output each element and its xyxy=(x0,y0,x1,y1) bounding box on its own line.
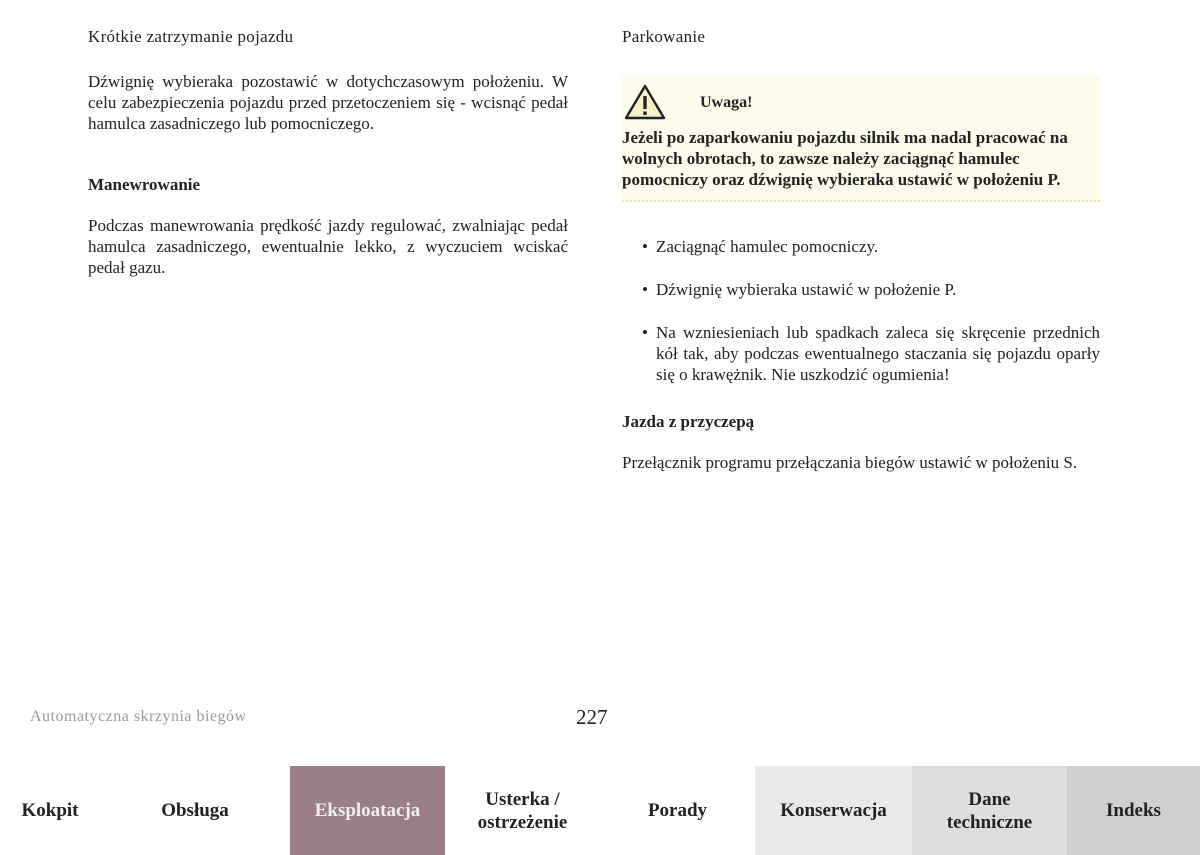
nav-tab-label-line2: ostrzeżenie xyxy=(477,811,568,833)
warning-text: Jeżeli po zaparkowaniu pojazdu silnik ma nadal pracować na wolnych obrotach, to zawsze należy zaciągnąć hamulec pomocniczy oraz dźwignię wybieraka ustawić w położeniu P. xyxy=(622,128,1068,189)
heading-maneuvering: Manewrowanie xyxy=(88,175,201,194)
nav-tab-kokpit[interactable] xyxy=(0,766,100,855)
nav-tab-dane-techniczne[interactable] xyxy=(912,766,1067,855)
nav-tab-label: Porady xyxy=(647,800,708,821)
warning-header xyxy=(622,83,1092,121)
parking-steps-list xyxy=(622,236,1100,385)
nav-tab-label: Eksploatacja xyxy=(314,800,421,821)
nav-tab-konserwacja[interactable] xyxy=(755,766,912,855)
list-item-text: Na wzniesieniach lub spadkach zaleca się skręcenie przednich kół tak, aby podczas ewentualnego staczania się pojazdu oparły się o krawężnik. Nie uszkodzić ogumienia! xyxy=(656,323,1100,384)
warning-title: Uwaga! xyxy=(700,93,753,111)
section-title-parking: Parkowanie xyxy=(622,27,706,46)
nav-tab-obsluga[interactable] xyxy=(100,766,290,855)
nav-tab-label: Indeks xyxy=(1106,800,1161,821)
bullet-icon: • xyxy=(642,237,648,256)
bullet-icon: • xyxy=(642,280,648,299)
nav-tab-porady[interactable] xyxy=(600,766,755,855)
nav-tab-label-line1: Usterka / xyxy=(485,788,560,810)
list-item xyxy=(622,279,1100,300)
page-number: 227 xyxy=(576,705,608,729)
list-item-text: Zaciągnąć hamulec pomocniczy. xyxy=(656,237,879,256)
section-title-short-stop: Krótkie zatrzymanie pojazdu xyxy=(88,27,294,46)
list-item-text: Dźwignię wybieraka ustawić w położenie P. xyxy=(656,280,957,299)
chapter-nav xyxy=(0,766,1200,855)
nav-tab-usterka[interactable] xyxy=(445,766,600,855)
bullet-icon: • xyxy=(642,323,648,342)
nav-tab-label xyxy=(947,788,1032,834)
nav-tab-label: Obsługa xyxy=(161,800,229,821)
footer-section-title: Automatyczna skrzynia biegów xyxy=(30,708,247,725)
warning-box xyxy=(622,75,1100,202)
paragraph-maneuvering: Podczas manewrowania prędkość jazdy regulować, zwalniając pedał hamulca zasadniczego, ewentualnie lekko, z wyczuciem wciskać pedał gazu. xyxy=(88,216,568,277)
left-column xyxy=(88,26,568,278)
nav-tab-indeks[interactable] xyxy=(1067,766,1200,855)
paragraph-short-stop: Dźwignię wybieraka pozostawić w dotychczasowym położeniu. W celu zabezpieczenia pojazdu przed przetoczeniem się - wcisnąć pedał hamulca zasadniczego lub pomocniczego. xyxy=(88,72,568,133)
nav-tab-eksploatacja[interactable] xyxy=(290,766,445,855)
nav-tab-label xyxy=(478,788,568,834)
nav-tab-label: Konserwacja xyxy=(780,800,887,821)
nav-tab-label-line1: Dane xyxy=(968,788,1011,810)
nav-tab-label: Kokpit xyxy=(21,800,79,821)
right-column xyxy=(622,26,1100,473)
heading-trailer: Jazda z przyczepą xyxy=(622,412,755,431)
paragraph-trailer: Przełącznik programu przełączania biegów ustawić w położeniu S. xyxy=(622,453,1078,472)
list-item xyxy=(622,236,1100,257)
nav-tab-label-line2: techniczne xyxy=(946,811,1033,833)
list-item xyxy=(622,322,1100,385)
warning-triangle-icon xyxy=(624,84,666,120)
